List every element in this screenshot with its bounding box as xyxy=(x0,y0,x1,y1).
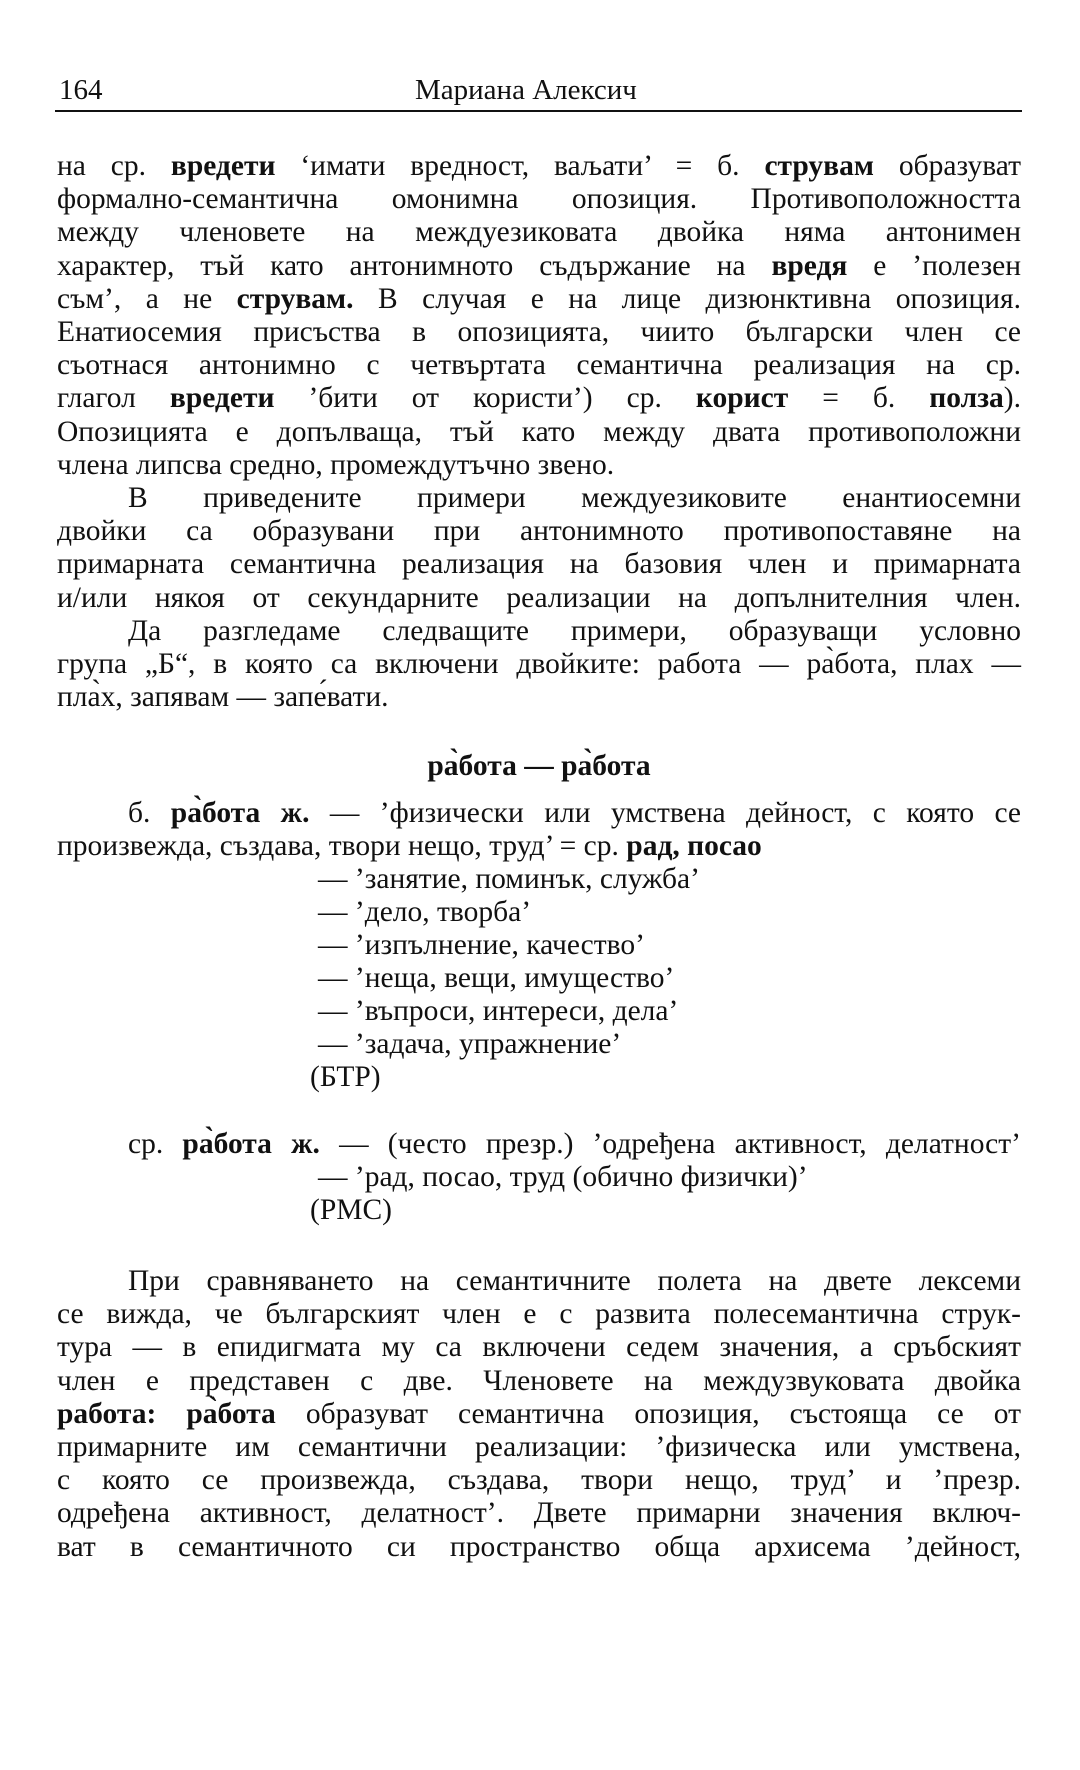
text-run: ват в семантичното си пространство обща архисема ’дейност, xyxy=(57,1530,1021,1563)
dictionary-entry-line xyxy=(128,1126,1021,1162)
meaning-line xyxy=(318,894,1018,930)
paragraph-line xyxy=(57,513,1021,549)
bold-term: ра̀бота ж. xyxy=(170,797,310,829)
text-run: между членовете на междуезиковата двойка няма антонимен xyxy=(57,216,1021,249)
text-run: съотнася антонимно с четвъртата семантична реализация на ср. xyxy=(57,349,1021,382)
paragraph-line xyxy=(57,214,1021,250)
paragraph-line xyxy=(128,480,1021,516)
meaning-line xyxy=(318,927,1018,963)
meaning-line xyxy=(318,861,1018,897)
meaning-line xyxy=(318,1026,1018,1062)
text-run: произвежда, създава, твори нещо, труд’ = ср. xyxy=(57,830,627,862)
paragraph-line xyxy=(57,1296,1021,1332)
text-run: съм’, а не xyxy=(57,282,237,315)
text-run: ‘имати вредност, ваљати’ = б. xyxy=(275,150,765,182)
page-header xyxy=(55,70,1022,112)
paragraph-line xyxy=(57,1396,1021,1432)
text-run: ср. xyxy=(128,1128,183,1160)
paragraph-line xyxy=(57,148,1021,184)
paragraph-line xyxy=(57,580,1021,616)
bold-term: струвам. xyxy=(236,282,354,315)
paragraph-line xyxy=(57,181,1021,217)
meaning-line xyxy=(318,1159,1018,1195)
text-run: ра̀бота — ра̀бота xyxy=(427,750,651,782)
bold-term: ра̀бота ж. xyxy=(182,1128,320,1160)
text-run: ). xyxy=(1003,382,1021,415)
text-run: двойки са образувани при антонимното противопоставяне на xyxy=(57,515,1021,548)
paragraph-line xyxy=(57,1529,1021,1565)
paragraph-line xyxy=(128,613,1021,649)
text-run: В случая е на лице дизюнктивна опозиция. xyxy=(353,282,1021,315)
bold-term: вредети xyxy=(170,150,276,182)
text-run: пла̀х, запявам — запе́вати. xyxy=(57,681,389,714)
text-run: — ’дело, творба’ xyxy=(318,896,532,928)
text-run: При сравняването на семантичните полета на двете лексеми xyxy=(128,1265,1021,1297)
text-run: характер, тъй като антонимното съдържание на xyxy=(57,249,772,282)
dictionary-entry-line xyxy=(57,828,1021,864)
text-run: — ’физически или умствена дейност, с която се xyxy=(309,797,1022,829)
meaning-line xyxy=(318,960,1018,996)
text-run: — ’задача, упражнение’ xyxy=(318,1028,622,1060)
bold-term: вредети xyxy=(169,382,275,415)
bold-term: полза xyxy=(929,382,1004,415)
text-run: на ср. xyxy=(57,150,171,182)
bold-term: вредя xyxy=(771,249,848,282)
dictionary-entry-line xyxy=(128,795,1021,831)
paragraph-line xyxy=(57,546,1021,582)
text-run: е ’полезен xyxy=(847,249,1021,282)
text-run: (РМС) xyxy=(310,1194,392,1226)
paragraph-line xyxy=(57,281,1021,317)
section-heading xyxy=(57,748,1021,784)
text-run: Опозицията е допълваща, тъй като между двата противоположни xyxy=(57,415,1021,448)
paragraph-line xyxy=(57,248,1021,284)
bold-term: рад, посао xyxy=(626,830,762,862)
paragraph-line xyxy=(57,447,1021,483)
paragraph-line xyxy=(57,1329,1021,1365)
text-run: В приведените примери междуезиковите енантиосемни xyxy=(128,482,1021,514)
paragraph-line xyxy=(57,1429,1021,1465)
text-run: Да разгледаме следващите примери, образуващи условно xyxy=(128,615,1021,647)
paragraph-line xyxy=(57,1363,1021,1399)
text-run: примарната семантична реализация на базовия член и примарната xyxy=(57,548,1021,581)
bold-term: струвам xyxy=(764,150,874,182)
text-run: образуват xyxy=(873,150,1021,182)
text-run: — ’изпълнение, качество’ xyxy=(318,929,645,961)
bold-term: работа: ра̀бота xyxy=(57,1397,276,1430)
meaning-line xyxy=(318,993,1018,1029)
text-run: (БТР) xyxy=(310,1061,381,1093)
text-run: члена липсва средно, промеждутъчно звено. xyxy=(57,448,615,481)
text-run: — ’рад, посао, труд (обично физички)’ xyxy=(318,1161,808,1193)
source-label xyxy=(310,1059,610,1095)
text-run: б. xyxy=(128,797,171,829)
paragraph-line xyxy=(128,1263,1021,1299)
text-run: тура — в епидигмата му са включени седем значения, а сръбският xyxy=(57,1331,1021,1364)
text-run: група „Б“, в която са включени двойките: работа — ра̀бота, плах — xyxy=(57,648,1021,681)
text-run: с която се произвежда, създава, твори нещо, труд’ и ’презр. xyxy=(57,1464,1021,1497)
text-run: член е представен с две. Членовете на междузвуковата двойка xyxy=(57,1364,1021,1397)
source-label xyxy=(310,1192,610,1228)
text-run: — ’занятие, поминък, служба’ xyxy=(318,863,700,895)
paragraph-line xyxy=(57,646,1021,682)
paragraph-line xyxy=(57,679,1021,715)
paragraph-line xyxy=(57,1462,1021,1498)
text-run: — ’неща, вещи, имущество’ xyxy=(318,962,675,994)
text-run: ’бити от користи’) ср. xyxy=(274,382,696,415)
text-run: — (често презр.) ’одређена активност, делатност’ xyxy=(319,1128,1021,1160)
paragraph-line xyxy=(57,414,1021,450)
text-run: — ’въпроси, интереси, дела’ xyxy=(318,995,679,1027)
text-run: примарните им семантични реализации: ’физическа или умствена, xyxy=(57,1431,1021,1463)
paragraph-line xyxy=(57,314,1021,350)
text-run: и/или някоя от секундарните реализации на допълнителния член. xyxy=(57,581,1021,614)
text-run: се вижда, че българският член е с развита полесемантична струк- xyxy=(57,1298,1021,1331)
paragraph-line xyxy=(57,347,1021,383)
paragraph-line xyxy=(57,1495,1021,1531)
text-run: образуват семантична опозиция, състояща се от xyxy=(275,1397,1021,1430)
text-run: формално-семантична омонимна опозиция. Противоположността xyxy=(57,183,1021,216)
text-run: одређена активност, делатност’. Двете примарни значения включ- xyxy=(57,1497,1021,1530)
running-title: Мариана Алексич xyxy=(415,74,637,106)
text-run: Енатиосемия присъства в опозицията, чиито български член се xyxy=(57,316,1021,348)
text-run: = б. xyxy=(788,382,930,415)
text-run: глагол xyxy=(57,382,170,415)
bold-term: корист xyxy=(695,382,789,415)
paragraph-line xyxy=(57,380,1021,416)
page-number: 164 xyxy=(59,74,103,106)
